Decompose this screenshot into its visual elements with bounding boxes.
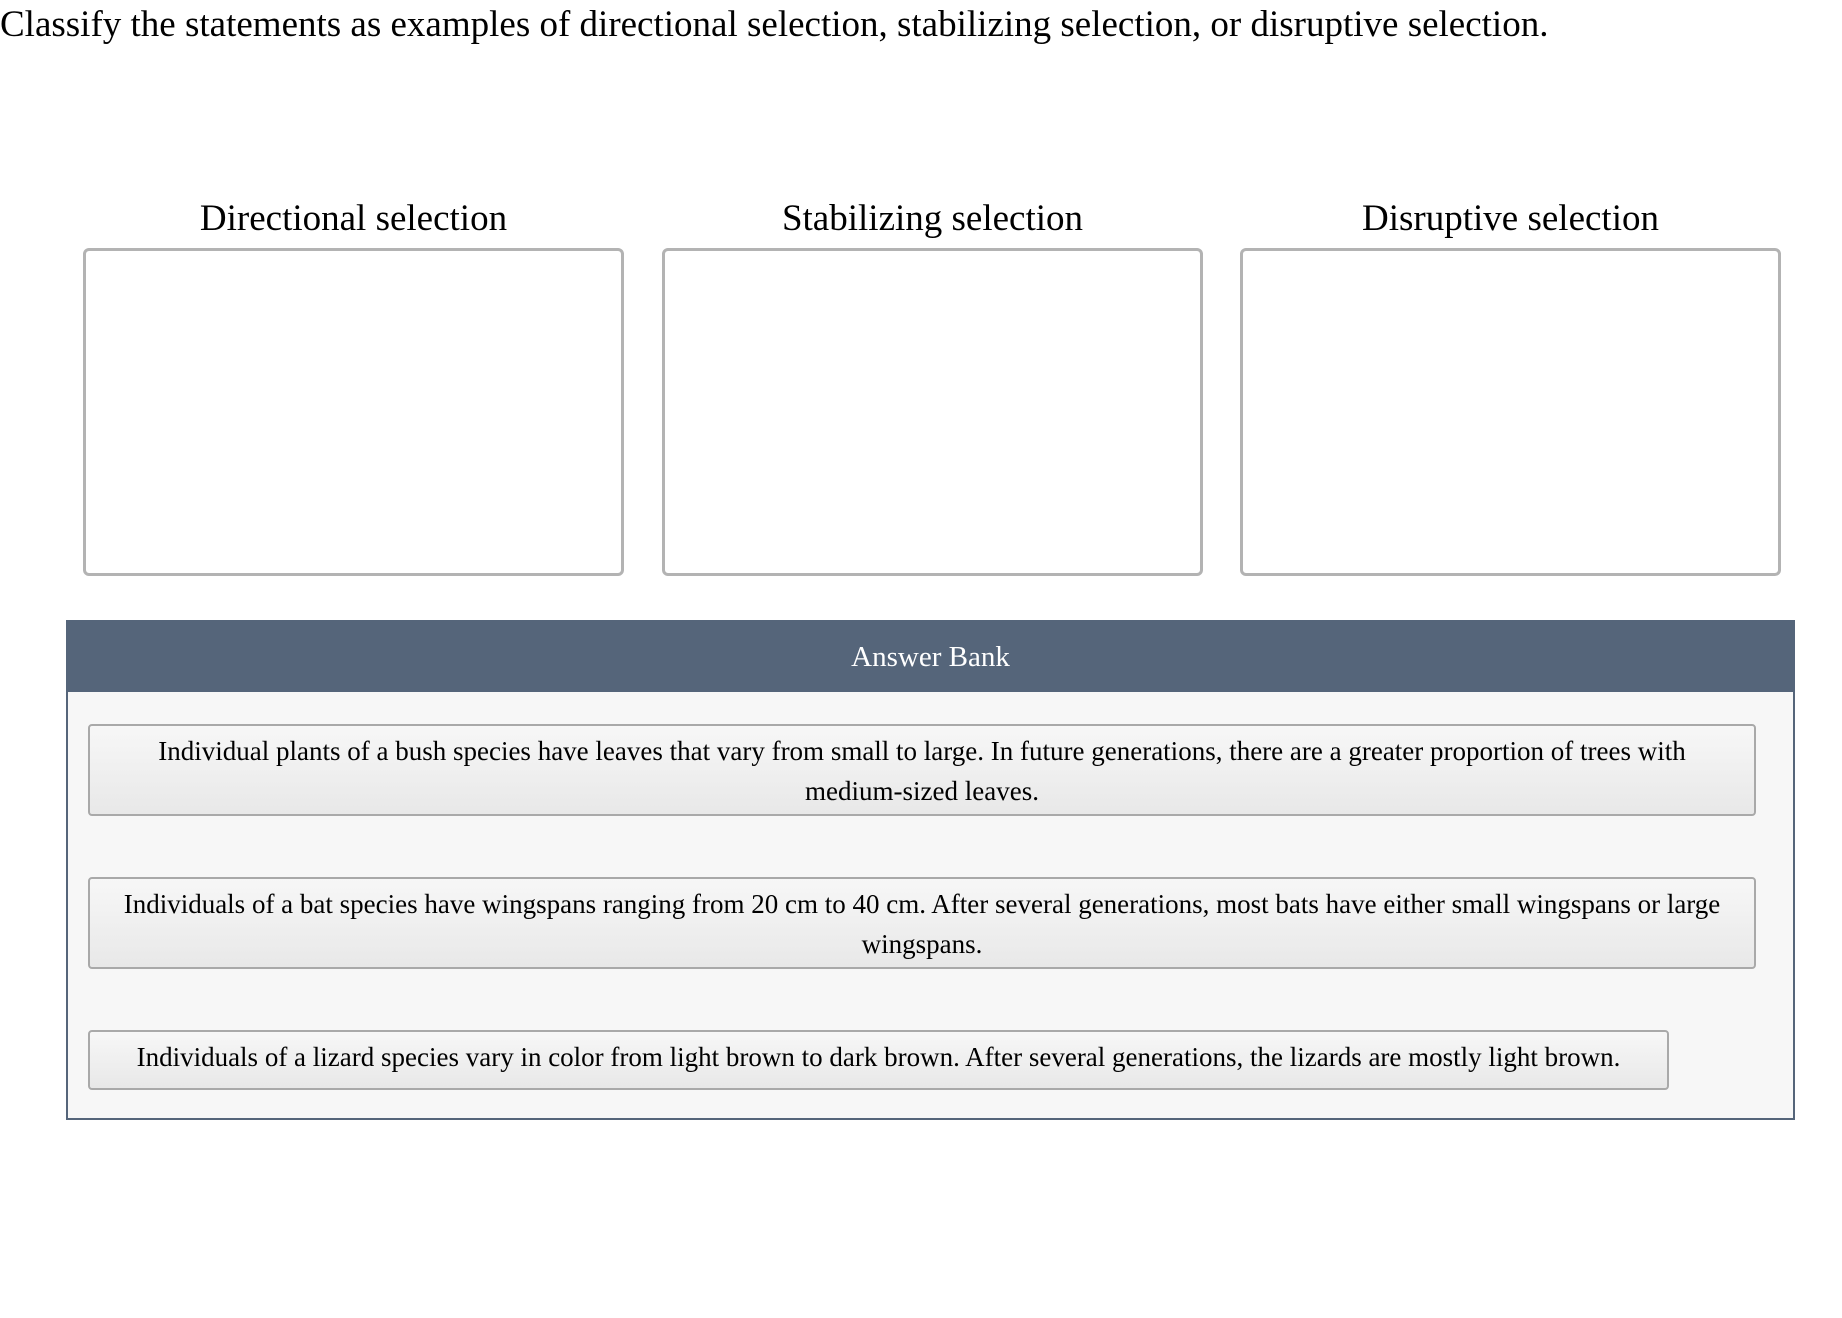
- bin-label-directional: Directional selection: [199, 198, 508, 239]
- answer-card-lizard-color[interactable]: Individuals of a lizard species vary in color from light brown to dark brown. After several generations, the lizards are mostly light brown.: [88, 1030, 1669, 1090]
- bin-label-disruptive: Disruptive selection: [1362, 198, 1659, 239]
- bin-label-stabilizing: Stabilizing selection: [781, 198, 1084, 239]
- answer-card-bush-leaves[interactable]: Individual plants of a bush species have leaves that vary from small to large. In future generations, there are a greater proportion of trees with medium-sized leaves.: [88, 724, 1756, 816]
- answer-card-bat-wingspans[interactable]: Individuals of a bat species have wingspans ranging from 20 cm to 40 cm. After several generations, most bats have either small wingspans or large wingspans.: [88, 877, 1756, 969]
- drop-zone-directional[interactable]: [83, 248, 624, 576]
- answer-bank: [66, 620, 1795, 1120]
- drop-zone-stabilizing[interactable]: [662, 248, 1203, 576]
- answer-bank-title: Answer Bank: [68, 622, 1793, 692]
- drop-zone-disruptive[interactable]: [1240, 248, 1781, 576]
- question-prompt: Classify the statements as examples of directional selection, stabilizing selection, or disruptive selection.: [0, 4, 1549, 45]
